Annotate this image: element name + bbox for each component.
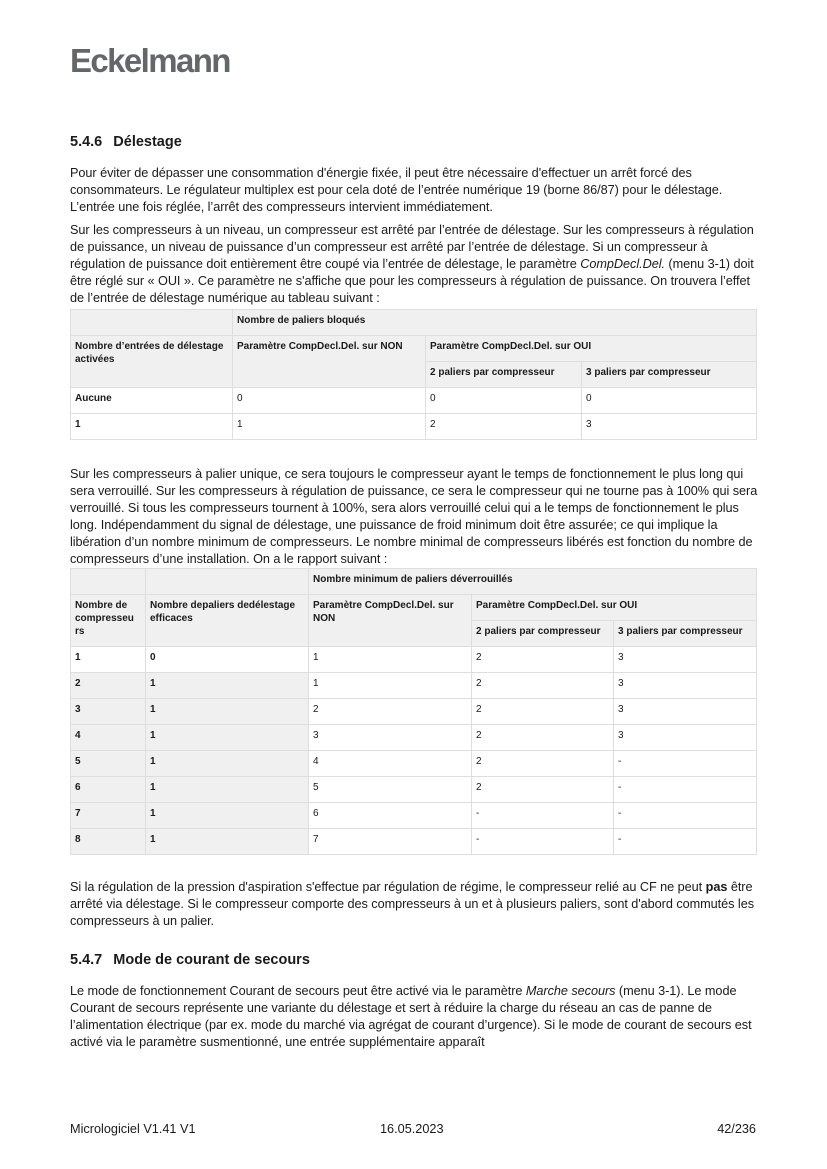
page-content bbox=[70, 132, 760, 1057]
table-header-cell: Paramètre CompDecl.Del. sur OUI bbox=[472, 595, 757, 621]
table-cell: 7 bbox=[309, 829, 472, 855]
table-cell: - bbox=[614, 829, 757, 855]
row-label: 1 bbox=[71, 647, 146, 673]
table-header-cell bbox=[71, 569, 146, 595]
table-row bbox=[71, 414, 757, 440]
table-cell: 1 bbox=[233, 414, 426, 440]
table-row bbox=[71, 647, 757, 673]
table-row bbox=[71, 699, 757, 725]
table-cell: 3 bbox=[309, 725, 472, 751]
text: Le mode de fonctionnement Courant de secours peut être activé via le paramètre bbox=[70, 984, 526, 998]
text: Si la régulation de la pression d'aspiration s'effectue par régulation de régime, le compresseur relié au CF ne peut bbox=[70, 880, 706, 894]
paragraph: Sur les compresseurs à palier unique, ce sera toujours le compresseur ayant le temps de fonctionnement le plus long qui sera verrouillé. Sur les compresseurs à régulation de puissance, ce sera le compresseur qui ne tourne pas à 100% qui sera verrouillé. Si tous les compresseurs tournent à 100%, sera alors verrouillé celui qui a le temps de fonctionnement le plus long. Indépendamment du signal de délestage, une puissance de froid minimum doit être assurée; ce qui implique la libération d’un nombre minimum de compresseurs. Le nombre minimal de compresseurs libérés est fonction du nombre de compresseurs d’une installation. On a le rapport suivant : bbox=[70, 467, 758, 566]
table-header-cell: Nombre de compresseu rs bbox=[71, 595, 146, 647]
row-label: 1 bbox=[146, 751, 309, 777]
table-header-cell: Nombre d’entrées de délestage activées bbox=[71, 336, 233, 388]
table-row bbox=[71, 777, 757, 803]
table-row bbox=[71, 751, 757, 777]
table-header-row bbox=[71, 595, 757, 621]
table-header-cell: Paramètre CompDecl.Del. sur NON bbox=[309, 595, 472, 647]
table-cell: 2 bbox=[309, 699, 472, 725]
table-header-cell bbox=[71, 310, 233, 336]
table-cell: 0 bbox=[233, 388, 426, 414]
table-cell: 3 bbox=[582, 414, 757, 440]
table-cell: 3 bbox=[614, 647, 757, 673]
table-cell: - bbox=[472, 803, 614, 829]
table-header-cell: Paramètre CompDecl.Del. sur NON bbox=[233, 336, 426, 388]
table-cell: 3 bbox=[614, 725, 757, 751]
table-group-header: Nombre de paliers bloqués bbox=[233, 310, 757, 336]
table-row bbox=[71, 725, 757, 751]
table-cell: 6 bbox=[309, 803, 472, 829]
table-cell: - bbox=[614, 777, 757, 803]
text: (menu 3-1) doit être réglé sur « OUI ». Ce paramètre ne s'affiche que pour les compresseurs à régulation de puissance. On trouvera l’effet de l’entrée de délestage numérique au tableau suivant : bbox=[70, 257, 754, 305]
table-cell: 2 bbox=[472, 647, 614, 673]
eckelmann-logo: Eckelmann bbox=[70, 42, 230, 79]
footer-page-number: 42/236 bbox=[717, 1122, 756, 1136]
parameter-name: Marche secours bbox=[525, 984, 616, 998]
table-cell: 2 bbox=[426, 414, 582, 440]
row-label: 1 bbox=[146, 725, 309, 751]
table-header-cell: 3 paliers par compresseur bbox=[582, 362, 757, 388]
unlocked-stages-table bbox=[70, 568, 757, 855]
parameter-name: CompDecl.Del. bbox=[580, 257, 665, 271]
row-label: 0 bbox=[146, 647, 309, 673]
row-label: 3 bbox=[71, 699, 146, 725]
table-cell: 0 bbox=[582, 388, 757, 414]
section-heading-courant-secours bbox=[70, 950, 760, 970]
table-header-cell: Paramètre CompDecl.Del. sur OUI bbox=[426, 336, 757, 362]
row-label: 5 bbox=[71, 751, 146, 777]
table-header-row bbox=[71, 310, 757, 336]
table-cell: 2 bbox=[472, 673, 614, 699]
table-cell: - bbox=[614, 803, 757, 829]
section-title: Mode de courant de secours bbox=[113, 952, 310, 968]
row-label: 8 bbox=[71, 829, 146, 855]
table-cell: 3 bbox=[614, 699, 757, 725]
table-header-row bbox=[71, 336, 757, 362]
row-label: 1 bbox=[71, 414, 233, 440]
row-label: 1 bbox=[146, 699, 309, 725]
row-label: 1 bbox=[146, 803, 309, 829]
table-row bbox=[71, 829, 757, 855]
row-label: 2 bbox=[71, 673, 146, 699]
footer-date: 16.05.2023 bbox=[380, 1122, 444, 1136]
text: (menu 3-1). Le mode Courant de secours représente une variante du délestage et sert à réduire la charge du réseau an cas de panne de l’alimentation électrique (par ex. mode du marché via agrégat de courant d’urgence). Si le mode de courant de secours est activé via le paramètre susmentionné, une entrée supplémentaire apparaît bbox=[70, 984, 752, 1049]
table-header-cell: 2 paliers par compresseur bbox=[472, 621, 614, 647]
paragraph bbox=[70, 222, 760, 307]
table-header-cell: Nombre depaliers dedélestage efficaces bbox=[146, 595, 309, 647]
table-cell: - bbox=[472, 829, 614, 855]
emphasis: pas bbox=[705, 880, 728, 894]
table-header-cell bbox=[146, 569, 309, 595]
blocked-stages-table bbox=[70, 309, 757, 440]
text: Sur les compresseurs à un niveau, un compresseur est arrêté par l’entrée de délestage. Sur les compresseurs à régulation de puissance, un niveau de puissance d’un compresseur est arrêté par l’entrée de délestage. Si un compresseur à régulation de puissance doit entièrement être coupé via l’entrée de délestage, le paramètre bbox=[70, 223, 754, 271]
table-cell: 5 bbox=[309, 777, 472, 803]
table-cell: 1 bbox=[309, 673, 472, 699]
table-group-header: Nombre minimum de paliers déverrouillés bbox=[309, 569, 757, 595]
table-cell: 2 bbox=[472, 751, 614, 777]
table-cell: 1 bbox=[309, 647, 472, 673]
section-heading-delestage bbox=[70, 132, 760, 152]
row-label: 6 bbox=[71, 777, 146, 803]
row-label: Aucune bbox=[71, 388, 233, 414]
table-cell: 3 bbox=[614, 673, 757, 699]
paragraph: Pour éviter de dépasser une consommation d'énergie fixée, il peut être nécessaire d'effectuer un arrêt forcé des consommateurs. Le régulateur multiplex est pour cela doté de l’entrée numérique 19 (borne 86/87) pour le délestage. L’entrée une fois réglée, l’arrêt des compresseurs intervient immédiatement. bbox=[70, 166, 723, 214]
row-label: 1 bbox=[146, 777, 309, 803]
table-cell: 2 bbox=[472, 725, 614, 751]
section-title: Délestage bbox=[113, 134, 182, 150]
table-cell: 0 bbox=[426, 388, 582, 414]
table-header-cell: 2 paliers par compresseur bbox=[426, 362, 582, 388]
table-cell: - bbox=[614, 751, 757, 777]
footer-firmware: Micrologiciel V1.41 V1 bbox=[70, 1122, 196, 1136]
text: être arrêté via délestage. Si le compresseur comporte des compresseurs à un et à plusieurs paliers, sont d'abord commutés les compresseurs à un palier. bbox=[70, 880, 754, 928]
paragraph bbox=[70, 879, 760, 930]
table-row bbox=[71, 803, 757, 829]
row-label: 1 bbox=[146, 829, 309, 855]
table-header-row bbox=[71, 569, 757, 595]
paragraph bbox=[70, 983, 760, 1051]
table-cell: 2 bbox=[472, 699, 614, 725]
table-cell: 4 bbox=[309, 751, 472, 777]
row-label: 1 bbox=[146, 673, 309, 699]
table-row bbox=[71, 388, 757, 414]
row-label: 7 bbox=[71, 803, 146, 829]
table-row bbox=[71, 673, 757, 699]
table-header-cell: 3 paliers par compresseur bbox=[614, 621, 757, 647]
section-number: 5.4.6 bbox=[70, 134, 103, 150]
table-cell: 2 bbox=[472, 777, 614, 803]
row-label: 4 bbox=[71, 725, 146, 751]
section-number: 5.4.7 bbox=[70, 952, 103, 968]
